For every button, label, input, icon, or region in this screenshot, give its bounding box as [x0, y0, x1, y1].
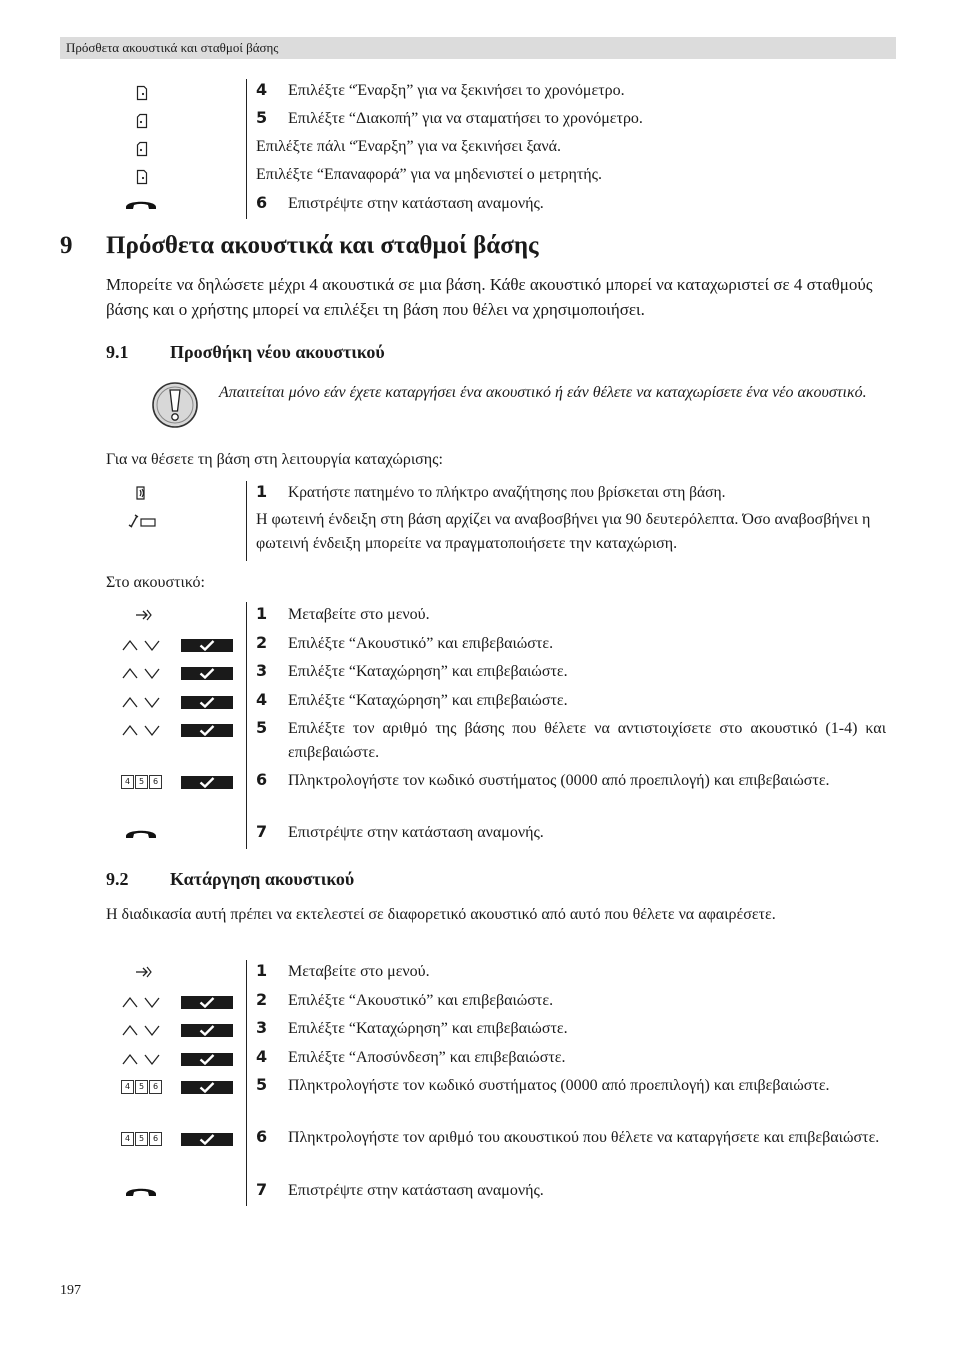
- step-number: 4: [256, 690, 268, 709]
- section-title: Πρόσθετα ακουστικά και σταθμοί βάσης: [106, 232, 539, 259]
- step-number: 4: [256, 80, 268, 99]
- step-text: Επιστρέψτε στην κατάσταση αναμονής.: [288, 824, 544, 841]
- softkey-left-icon: [136, 141, 148, 157]
- step-text: Επιστρέψτε στην κατάσταση αναμονής.: [288, 1182, 544, 1199]
- ok-key-icon: [181, 1024, 233, 1037]
- step-text: Επιλέξτε “Διακοπή” για να σταματήσει το χρονόμετρο.: [288, 110, 643, 127]
- section-intro: Μπορείτε να δηλώσετε μέχρι 4 ακουστικά σε μια βάση. Κάθε ακουστικό μπορεί να καταχωριστεί σε 4 σταθμούς βάσης και ο χρήστης μπορεί να επιλέξει τη βάση που θέλει να χρησιμοποιήσει.: [106, 275, 873, 319]
- up-down-arrows-icon: [121, 995, 161, 1009]
- keypad-keys-icon: [121, 775, 162, 789]
- base-intro: Για να θέσετε τη βάση στη λειτουργία καταχώρισης:: [106, 451, 443, 468]
- section-number: 9: [60, 232, 73, 259]
- step-text: Μεταβείτε στο μενού.: [288, 963, 430, 980]
- ok-key-icon: [181, 667, 233, 680]
- step-number: 3: [256, 1018, 268, 1037]
- warning-icon: [150, 380, 200, 430]
- up-down-arrows-icon: [121, 723, 161, 737]
- keypad-key: 6: [149, 1080, 162, 1094]
- keypad-key: 6: [149, 1132, 162, 1146]
- paging-key-icon: [134, 485, 148, 501]
- keypad-key: 5: [135, 775, 148, 789]
- step-text: Η φωτεινή ένδειξη στη βάση αρχίζει να αναβοσβήνει για 90 δευτερόλεπτα. Όσο αναβοσβήνει η φωτεινή ένδειξη μπορείτε να πραγματοποιήσετε την καταχώριση.: [256, 511, 871, 552]
- step-text: Επιλέξτε “Καταχώρηση” και επιβεβαιώστε.: [288, 692, 568, 709]
- step-text: Επιλέξτε “Ακουστικό” και επιβεβαιώστε.: [288, 992, 554, 1009]
- ok-key-icon: [181, 1053, 233, 1066]
- step-text: Επιλέξτε πάλι “Έναρξη” για να ξεκινήσει ξανά.: [256, 138, 562, 155]
- up-down-arrows-icon: [121, 1023, 161, 1037]
- running-header-title: Πρόσθετα ακουστικά και σταθμοί βάσης: [66, 40, 279, 55]
- running-header: [60, 37, 896, 59]
- step-number: 1: [256, 604, 268, 623]
- step-number: 4: [256, 1047, 268, 1066]
- step-text: Πληκτρολογήστε τον αριθμό του ακουστικού που θέλετε να καταργήσετε και επιβεβαιώστε.: [288, 1129, 880, 1146]
- step-divider-line: [246, 79, 247, 219]
- step-text: Επιλέξτε “Καταχώρηση” και επιβεβαιώστε.: [288, 1020, 568, 1037]
- up-down-arrows-icon: [121, 1052, 161, 1066]
- ok-key-icon: [181, 1081, 233, 1094]
- hang-up-icon: [124, 826, 158, 840]
- up-down-arrows-icon: [121, 666, 161, 680]
- ok-key-icon: [181, 639, 233, 652]
- step-text: Επιλέξτε “Ακουστικό” και επιβεβαιώστε.: [288, 635, 554, 652]
- step-number: 6: [256, 1127, 268, 1146]
- ok-key-icon: [181, 996, 233, 1009]
- menu-key-icon: [134, 965, 154, 979]
- up-down-arrows-icon: [121, 638, 161, 652]
- subsection-title: Κατάργηση ακουστικού: [170, 869, 355, 889]
- note-text: Απαιτείται μόνο εάν έχετε καταργήσει ένα ακουστικό ή εάν θέλετε να καταχωρίσετε ένα νέο ακουστικό.: [219, 384, 867, 401]
- keypad-key: 4: [121, 775, 134, 789]
- step-text: Επιλέξτε “Καταχώρηση” και επιβεβαιώστε.: [288, 663, 568, 680]
- ok-key-icon: [181, 776, 233, 789]
- step-number: 5: [256, 1075, 268, 1094]
- step-number: 2: [256, 633, 268, 652]
- page-number: 197: [60, 1283, 81, 1298]
- step-number: 1: [256, 482, 268, 501]
- keypad-key: 5: [135, 1132, 148, 1146]
- keypad-keys-icon: [121, 1080, 162, 1094]
- softkey-right-icon: [136, 85, 148, 101]
- step-text: Επιστρέψτε στην κατάσταση αναμονής.: [288, 195, 544, 212]
- handset-base-icon: [128, 513, 158, 529]
- handset-intro: Στο ακουστικό:: [106, 574, 205, 591]
- step-number: 7: [256, 822, 268, 841]
- step-divider-line: [246, 602, 247, 849]
- keypad-key: 4: [121, 1132, 134, 1146]
- step-text: Επιλέξτε “Αποσύνδεση” και επιβεβαιώστε.: [288, 1049, 566, 1066]
- step-text: Πληκτρολογήστε τον κωδικό συστήματος (0000 από προεπιλογή) και επιβεβαιώστε.: [288, 1077, 830, 1094]
- softkey-left-icon: [136, 113, 148, 129]
- step-number: 3: [256, 661, 268, 680]
- ok-key-icon: [181, 1133, 233, 1146]
- softkey-right-icon: [136, 169, 148, 185]
- step-number: 1: [256, 961, 268, 980]
- step-text: Επιλέξτε τον αριθμό της βάσης που θέλετε να αντιστοιχίσετε στο ακουστικό (1-4) και επιβεβαιώστε.: [288, 720, 886, 761]
- subsection-intro: Η διαδικασία αυτή πρέπει να εκτελεστεί σε διαφορετικό ακουστικό από αυτό που θέλετε να αφαιρέσετε.: [106, 906, 776, 923]
- step-number: 6: [256, 770, 268, 789]
- hang-up-icon: [124, 197, 158, 211]
- menu-key-icon: [134, 608, 154, 622]
- hang-up-icon: [124, 1184, 158, 1198]
- section-heading: [60, 232, 896, 264]
- keypad-key: 4: [121, 1080, 134, 1094]
- step-number: 2: [256, 990, 268, 1009]
- subsection-title: Προσθήκη νέου ακουστικού: [170, 342, 385, 362]
- step-number: 7: [256, 1180, 268, 1199]
- step-text: Κρατήστε πατημένο το πλήκτρο αναζήτησης που βρίσκεται στη βάση.: [288, 484, 726, 501]
- step-number: 5: [256, 718, 268, 737]
- step-text: Επιλέξτε “Έναρξη” για να ξεκινήσει το χρονόμετρο.: [288, 82, 625, 99]
- step-divider-line: [246, 960, 247, 1206]
- step-text: Πληκτρολογήστε τον κωδικό συστήματος (0000 από προεπιλογή) και επιβεβαιώστε.: [288, 772, 830, 789]
- keypad-key: 6: [149, 775, 162, 789]
- subsection-number: 9.2: [106, 869, 129, 889]
- step-text: Μεταβείτε στο μενού.: [288, 606, 430, 623]
- step-number: 6: [256, 193, 268, 212]
- subsection-number: 9.1: [106, 342, 129, 362]
- ok-key-icon: [181, 724, 233, 737]
- keypad-key: 5: [135, 1080, 148, 1094]
- ok-key-icon: [181, 696, 233, 709]
- step-number: 5: [256, 108, 268, 127]
- up-down-arrows-icon: [121, 695, 161, 709]
- step-text: Επιλέξτε “Επαναφορά” για να μηδενιστεί ο μετρητής.: [256, 166, 602, 183]
- keypad-keys-icon: [121, 1132, 162, 1146]
- step-divider-line: [246, 481, 247, 561]
